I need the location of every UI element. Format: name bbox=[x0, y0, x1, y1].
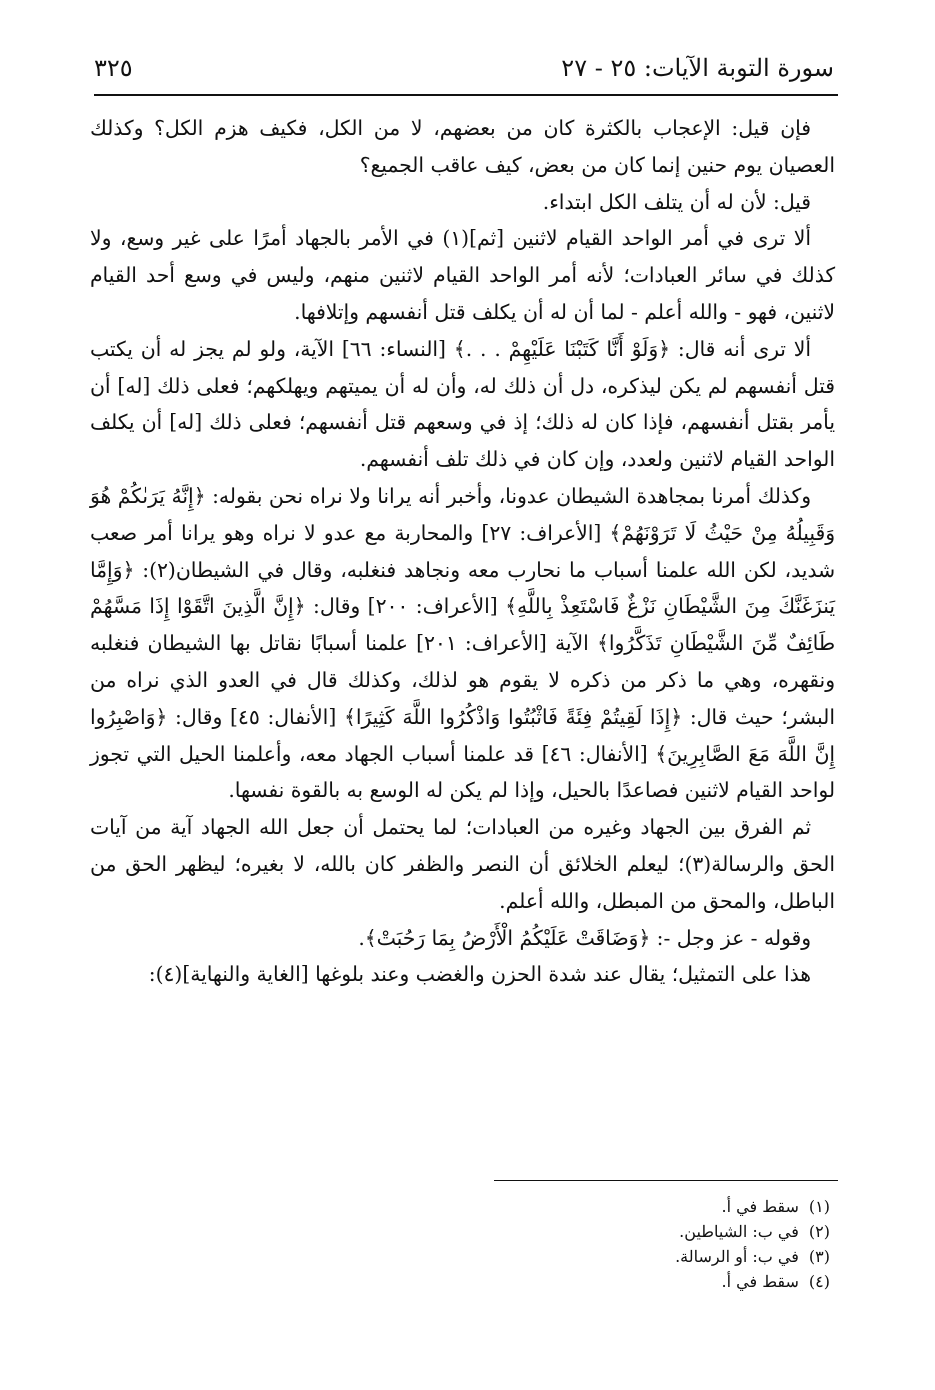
running-header bbox=[94, 48, 834, 88]
paragraph: فإن قيل: الإعجاب بالكثرة كان من بعضهم، لا من الكل، فكيف هزم الكل؟ وكذلك العصيان يوم حنين إنما كان من بعض، كيف عاقب الجميع؟ bbox=[90, 116, 835, 177]
page-number: ٣٢٥ bbox=[94, 54, 133, 82]
footnote-number: (٤) bbox=[808, 1272, 830, 1291]
header-title: سورة التوبة الآيات: ٢٥ - ٢٧ bbox=[561, 54, 834, 82]
paragraph: قيل: لأن له أن يتلف الكل ابتداء. bbox=[542, 189, 811, 214]
paragraph: ألا ترى في أمر الواحد القيام لاثنين [ثم](١) في الأمر بالجهاد أمرًا على غير وسع، ولا كذلك في سائر العبادات؛ لأنه أمر الواحد القيام لاثنين منهم، وليس في وسع أحد القيام لاثنين، فهو - والله أعلم - لما أن له أن يكلف قتل أنفسهم وإتلافها. bbox=[90, 226, 835, 324]
footnote-text: في ب: أو الرسالة. bbox=[675, 1247, 799, 1266]
footnote-text: سقط في أ. bbox=[721, 1197, 799, 1216]
footnote bbox=[300, 1269, 830, 1294]
paragraph: وكذلك أمرنا بمجاهدة الشيطان عدونا، وأخبر أنه يرانا ولا نراه نحن بقوله: ﴿إِنَّهُ يَرَىٰكُمْ هُوَ وَقَبِيلُهُ مِنْ حَيْثُ لَا تَرَوْنَهُمْ﴾ [الأعراف: ٢٧] والمحاربة مع عدو لا نراه وهو يرانا أمر صعب شديد، لكن الله علمنا أسباب ما نحارب معه ونجاهد فنغلبه، وقال في الشيطان(٢): ﴿وَإِمَّا يَنزَغَنَّكَ مِنَ الشَّيْطَانِ نَزْغٌ فَاسْتَعِذْ بِاللَّهِ﴾ [الأعراف: ٢٠٠] وقال: ﴿إِنَّ الَّذِينَ اتَّقَوْا إِذَا مَسَّهُمْ طَائِفٌ مِّنَ الشَّيْطَانِ تَذَكَّرُوا﴾ الآية [الأعراف: ٢٠١] علمنا أسبابًا نقاتل بها الشيطان فنغلبه ونقهره، وهي ما ذكر من ذكره لا يقوم هو لذلك، وكذلك قال في العدو الذي نراه من البشر؛ حيث قال: ﴿إِذَا لَقِيتُمْ فِئَةً فَاثْبُتُوا وَاذْكُرُوا اللَّهَ كَثِيرًا﴾ [الأنفال: ٤٥] وقال: ﴿وَاصْبِرُوا إِنَّ اللَّهَ مَعَ الصَّابِرِينَ﴾ [الأنفال: ٤٦] قد علمنا أسباب الجهاد معه، وأعلمنا الحيل التي تجوز لواحد القيام لاثنين فصاعدًا بالحيل، وإذا لم يكن له الوسع به بالقوة نفسها. bbox=[90, 483, 835, 803]
footnote bbox=[300, 1244, 830, 1269]
footnote-number: (٢) bbox=[808, 1222, 830, 1241]
footnote-number: (١) bbox=[808, 1197, 830, 1216]
paragraph: وقوله - عز وجل -: ﴿وَضَاقَتْ عَلَيْكُمُ الْأَرْضُ بِمَا رَحُبَتْ﴾. bbox=[358, 925, 811, 950]
footnote-text: سقط في أ. bbox=[721, 1272, 799, 1291]
paragraph: ألا ترى أنه قال: ﴿وَلَوْ أَنَّا كَتَبْنَا عَلَيْهِمْ . . .﴾ [النساء: ٦٦] الآية، ولو لم يجز له أن يكتب قتل أنفسهم لم يكن ليذكره، دل أن ذلك له، وأن له أن يميتهم ويهلكهم؛ فعلى ذلك [له] أن يأمر بقتل أنفسهم، فإذا كان له ذلك؛ إذ في وسعهم قتل أنفسهم؛ فعلى ذلك [له] أن يكلف الواحد القيام لاثنين ولعدد، وإن كان في ذلك تلف أنفسهم. bbox=[90, 336, 835, 472]
footnote-number: (٣) bbox=[808, 1247, 830, 1266]
paragraph: هذا على التمثيل؛ يقال عند شدة الحزن والغضب وعند بلوغها [الغاية والنهاية](٤): bbox=[148, 962, 811, 987]
footnotes bbox=[300, 1194, 830, 1294]
main-text bbox=[90, 110, 835, 993]
footnote-text: في ب: الشياطين. bbox=[679, 1222, 799, 1241]
header-divider bbox=[94, 94, 838, 96]
paragraph: ثم الفرق بين الجهاد وغيره من العبادات؛ لما يحتمل أن جعل الله الجهاد آية من آيات الحق والرسالة(٣)؛ ليعلم الخلائق أن النصر والظفر كان بالله، لا بغيره؛ ليظهر الحق من الباطل، والمحق من المبطل، والله أعلم. bbox=[90, 815, 835, 913]
footnote-divider bbox=[494, 1180, 838, 1181]
footnote bbox=[300, 1194, 830, 1219]
footnote bbox=[300, 1219, 830, 1244]
